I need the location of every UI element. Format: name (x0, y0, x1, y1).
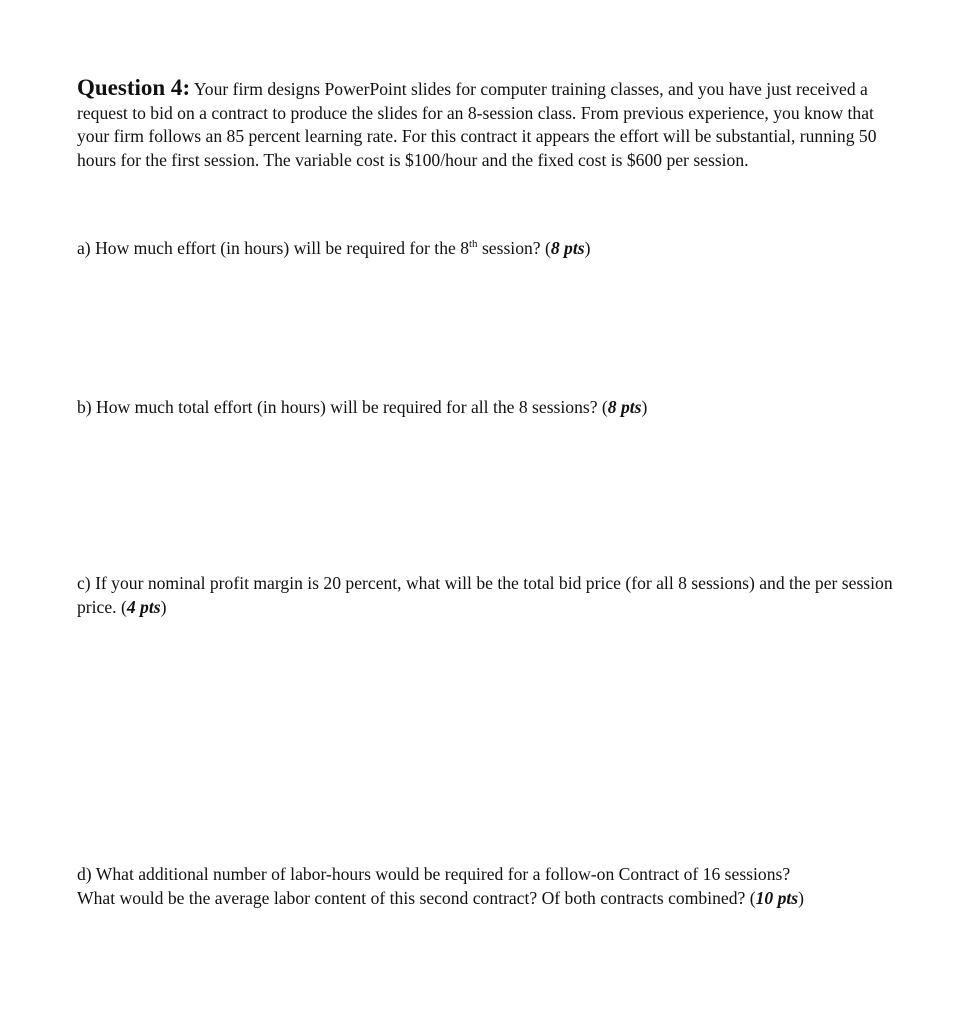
part-d-close: ) (798, 887, 804, 908)
part-c-text: c) If your nominal profit margin is 20 percent, what will be the total bid price (for all 8 sessions) and the per session price. ( (77, 573, 893, 617)
part-a-points: 8 pts (550, 238, 585, 258)
part-c-points: 4 pts (126, 596, 161, 617)
question-statement (77, 76, 899, 172)
part-b (77, 396, 899, 420)
part-b-close: ) (641, 397, 648, 417)
question-title-colon: : (182, 75, 191, 100)
part-a-superscript: th (469, 238, 478, 251)
part-a-text-after: session? ( (477, 238, 551, 258)
part-d (77, 863, 899, 910)
part-d-points: 10 pts (755, 887, 799, 908)
question-title: Question 4 (77, 75, 183, 100)
part-c-close: ) (160, 596, 167, 617)
part-d-line1: d) What additional number of labor-hours would be required for a follow-on Contract of 16 sessions? (77, 864, 791, 884)
part-a-close: ) (584, 238, 591, 258)
part-d-line2: What would be the average labor content of this second contract? Of both contracts combined? ( (77, 887, 756, 908)
part-b-points: 8 pts (607, 397, 642, 417)
part-b-text: b) How much total effort (in hours) will be required for all the 8 sessions? ( (77, 397, 608, 417)
part-a (77, 237, 899, 261)
part-c (77, 572, 899, 619)
question-body: Your firm designs PowerPoint slides for computer training classes, and you have just received a request to bid on a contract to produce the slides for an 8-session class. From previous experience, you know that your firm follows an 85 percent learning rate. For this contract it appears the effort will be substantial, running 50 hours for the first session. The variable cost is $100/hour and the fixed cost is $600 per session. (77, 79, 877, 170)
part-a-text: a) How much effort (in hours) will be required for the 8 (77, 238, 469, 258)
